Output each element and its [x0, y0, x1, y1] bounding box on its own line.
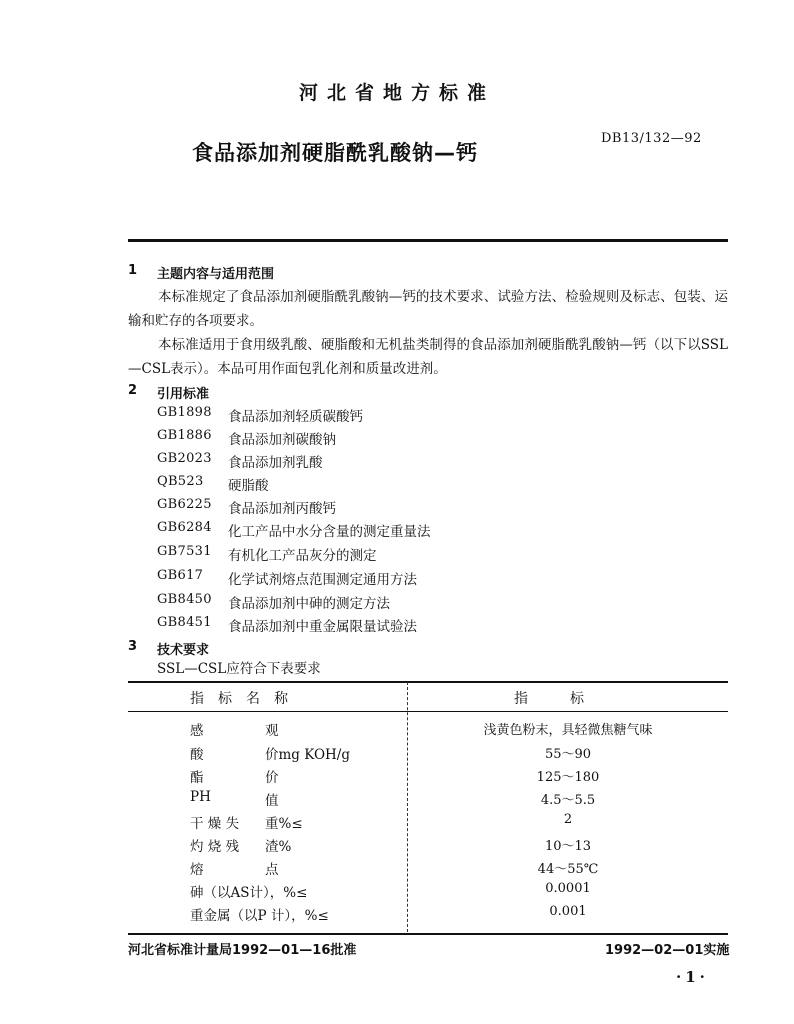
- table-cell-name-part2: 渣%: [265, 839, 292, 855]
- ref-name: 食品添加剂中重金属限量试验法: [228, 619, 417, 635]
- ref-code: GB1886: [157, 428, 212, 443]
- ref-name: 食品添加剂碳酸钠: [228, 432, 336, 448]
- ref-code: QB523: [157, 474, 204, 489]
- header-rule: [128, 239, 728, 242]
- ref-code: GB617: [157, 568, 204, 583]
- table-cell-name-part2: 重%≤: [265, 816, 303, 832]
- ref-name: 硬脂酸: [228, 478, 269, 494]
- table-cell-name-part2: 观: [265, 723, 279, 739]
- standard-code: DB13/132—92: [601, 131, 702, 146]
- section-3-heading: 技术要求: [157, 643, 210, 658]
- effective-date: 1992—02—01实施: [605, 943, 730, 958]
- ref-name: 食品添加剂乳酸: [228, 455, 323, 471]
- section-2-number: 2: [128, 383, 138, 398]
- ref-code: GB7531: [157, 544, 212, 559]
- table-top-rule: [128, 681, 728, 683]
- footer-rule: [128, 933, 728, 935]
- ref-name: 食品添加剂中砷的测定方法: [228, 596, 390, 612]
- table-cell-name-part1: 酸: [190, 747, 204, 763]
- table-cell-name-part1: 感: [190, 723, 204, 739]
- table-cell-value: 10～13: [544, 839, 592, 854]
- table-header-rule: [128, 711, 728, 712]
- ref-name: 化学试剂熔点范围测定通用方法: [228, 572, 417, 588]
- table-cell-value: 2: [563, 812, 573, 827]
- ref-name: 有机化工产品灰分的测定: [228, 548, 377, 564]
- table-cell-name-part2: 点: [265, 862, 279, 878]
- ref-code: GB1898: [157, 405, 212, 420]
- approval-line: 河北省标准计量局1992—01—16批准: [128, 943, 357, 958]
- section-2-heading: 引用标准: [157, 387, 210, 402]
- table-cell-value: 0.0001: [545, 881, 591, 896]
- ref-code: GB8450: [157, 592, 212, 607]
- table-cell-value: 4.5～5.5: [540, 793, 596, 808]
- table-cell-name-part1: 熔: [190, 862, 204, 878]
- ref-code: GB2023: [157, 451, 212, 466]
- table-cell-name-part2: 价: [265, 770, 279, 786]
- table-cell-name: 重金属（以P 计），%≤: [190, 908, 329, 924]
- table-header-value: 指 标: [514, 691, 584, 707]
- table-cell-value: 44～55℃: [537, 862, 599, 877]
- table-cell-name-part1: 灼 烧 残: [190, 839, 240, 855]
- ref-code: GB6284: [157, 520, 212, 535]
- table-cell-value: 55～90: [544, 747, 592, 762]
- table-cell-value: 0.001: [549, 904, 587, 919]
- document-title: 食品添加剂硬脂酰乳酸钠—钙: [192, 141, 478, 165]
- table-header-name: 指 标 名 称: [190, 691, 288, 707]
- page-number: ·1·: [676, 968, 709, 986]
- table-cell-value: 浅黄色粉末，具轻微焦糖气味: [483, 723, 653, 738]
- table-cell-value: 125～180: [536, 770, 600, 785]
- section-1-heading: 主题内容与适用范围: [157, 267, 275, 282]
- section-1-paragraph-1: 本标准规定了食品添加剂硬脂酰乳酸钠—钙的技术要求、试验方法、检验规则及标志、包装、运输和贮存的各项要求。: [128, 289, 728, 329]
- section-1-number: 1: [128, 263, 138, 278]
- table-cell-name-part1: 酯: [190, 770, 204, 786]
- table-cell-name-part2: 值: [265, 793, 279, 809]
- table-cell-name: 砷（以AS计），%≤: [190, 885, 308, 901]
- table-cell-name-part1: 干 燥 失: [190, 816, 240, 832]
- ref-name: 食品添加剂丙酸钙: [228, 501, 336, 517]
- ref-code: GB6225: [157, 497, 212, 512]
- ref-name: 化工产品中水分含量的测定重量法: [228, 524, 431, 540]
- ref-name: 食品添加剂轻质碳酸钙: [228, 409, 363, 425]
- section-3-number: 3: [128, 639, 138, 654]
- standard-organization: 河北省地方标准: [298, 82, 495, 104]
- ref-code: GB8451: [157, 615, 212, 630]
- table-cell-name-part2: 价mg KOH/g: [265, 747, 350, 763]
- section-1-paragraph-2: 本标准适用于食用级乳酸、硬脂酸和无机盐类制得的食品添加剂硬脂酰乳酸钠—钙（以下以SSL—CSL表示）。本品可用作面包乳化剂和质量改进剂。: [128, 337, 728, 377]
- table-cell-name-part1: PH: [190, 789, 211, 805]
- table-intro: SSL—CSL应符合下表要求: [157, 661, 321, 677]
